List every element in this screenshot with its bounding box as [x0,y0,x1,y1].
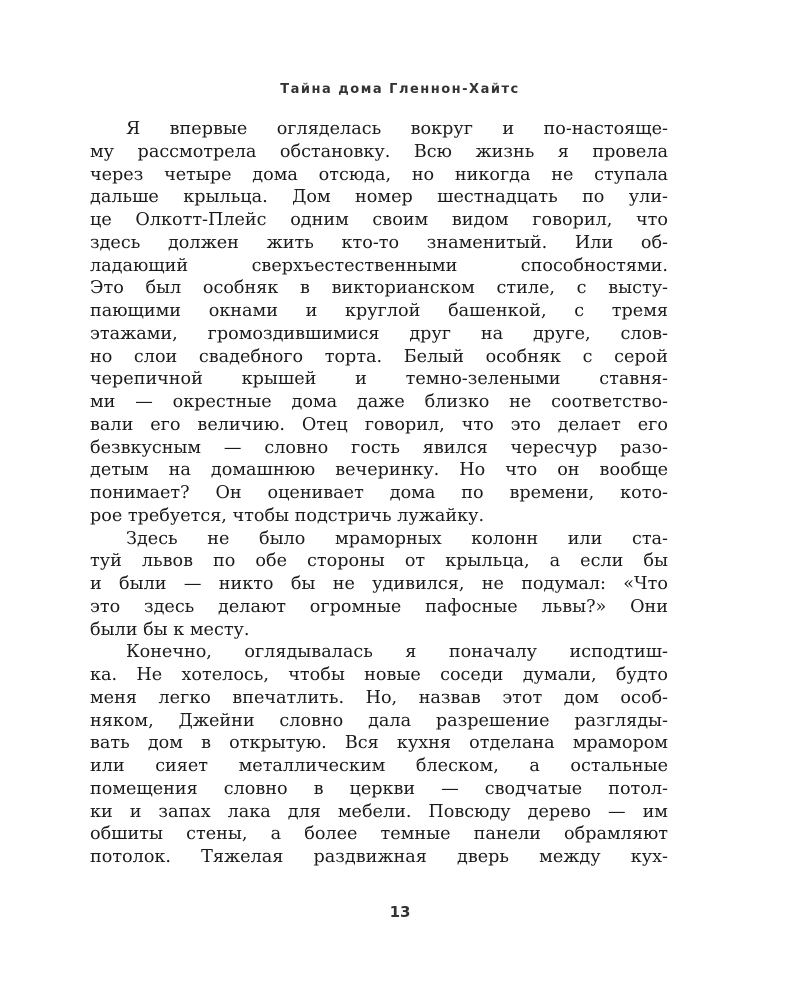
text-line: здесь должен жить кто-то знаменитый. Или об- [90,232,668,253]
text-line: рое требуется, чтобы подстричь лужайку. [90,505,485,526]
text-line: ладающий сверхъестественными способностями. [90,255,668,276]
text-line: обшиты стены, а более темные панели обрамляют [90,824,668,845]
text-line: Конечно, оглядывалась я поначалу исподтиш- [126,642,668,663]
text-line: потолок. Тяжелая раздвижная дверь между кух- [90,847,668,867]
text-line: ки и запах лака для мебели. Повсюду дерево — им [90,801,668,822]
text-line: или сияет металлическим блеском, а остальные [90,756,668,776]
text-line: ка. Не хотелось, чтобы новые соседи думали, будто [90,665,668,685]
text-line: но слои свадебного торта. Белый особняк с серой [90,346,668,367]
text-line: Я впервые огляделась вокруг и по-настояще- [126,119,668,139]
text-line: вали его величию. Отец говорил, что это делает его [90,414,668,435]
text-line: этажами, громоздившимися друг на друге, слов- [90,323,668,344]
page-number: 13 [389,903,411,921]
text-line: черепичной крышей и темно-зелеными ставня- [90,369,668,390]
paragraph-3 [90,641,668,869]
text-line: понимает? Он оценивает дома по времени, кото- [90,483,668,503]
text-line: меня легко впечатлить. Но, назвав этот дом особ- [90,687,668,708]
text-line: ми — окрестные дома даже близко не соответство- [90,392,668,412]
running-head: Тайна дома Гленнон-Хайтс [280,82,520,97]
text-line: помещения словно в церкви — сводчатые потол- [90,778,668,799]
text-line: няком, Джейни словно дала разрешение разгляды- [90,710,668,731]
text-line: це Олкотт-Плейс одним своим видом говорил, что [90,210,668,230]
text-line: были бы к месту. [90,619,250,640]
page-body [90,118,668,869]
text-line: через четыре дома отсюда, но никогда не ступала [90,164,668,185]
text-line: детым на домашнюю вечеринку. Но что он вообще [90,460,668,481]
text-line: пающими окнами и круглой башенкой, с тремя [90,301,668,321]
text-line: му рассмотрела обстановку. Всю жизнь я провела [90,141,668,162]
text-line: туй львов по обе стороны от крыльца, а если бы [90,551,668,572]
text-line: и были — никто бы не удивился, не подумал: «Что [90,574,668,594]
paragraph-2 [90,528,668,642]
text-line: Здесь не было мраморных колонн или ста- [126,528,668,549]
text-line: вать дом в открытую. Вся кухня отделана мрамором [90,733,668,754]
text-line: это здесь делают огромные пафосные львы?» Они [90,596,668,617]
paragraph-1 [90,118,668,528]
text-line: безвкусным — словно гость явился чересчур разо- [90,437,668,458]
text-line: дальше крыльца. Дом номер шестнадцать по ули- [90,187,668,208]
text-line: Это был особняк в викторианском стиле, с высту- [90,278,668,299]
